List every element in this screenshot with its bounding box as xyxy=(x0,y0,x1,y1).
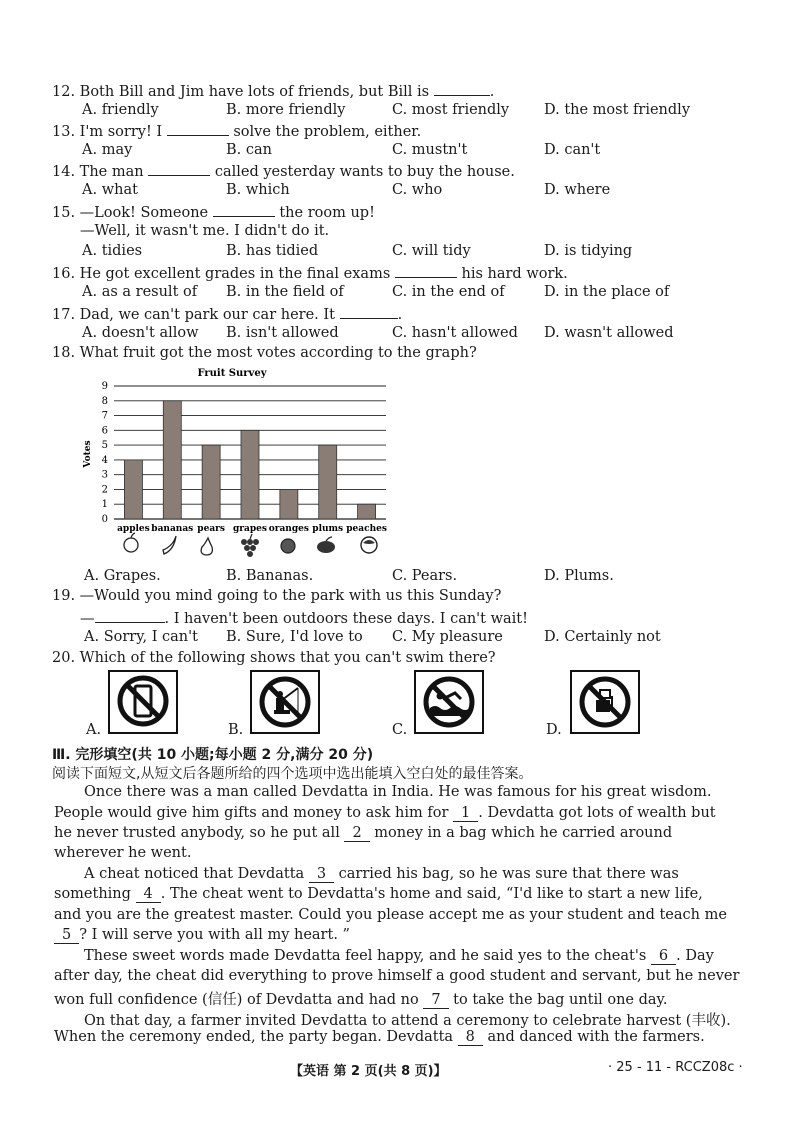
bar-oranges xyxy=(280,489,298,519)
option-c: C. in the end of xyxy=(392,284,505,300)
passage-line: won full confidence (信任) of Devdatta and had no 7 to take the bag until one day. xyxy=(54,992,668,1008)
x-tick-label: bananas xyxy=(151,524,194,534)
passage-line: wherever he went. xyxy=(54,845,192,861)
fruit-icons-row xyxy=(124,533,377,557)
option-a: A. friendly xyxy=(82,102,159,118)
passage-line: A cheat noticed that Devdatta 3 carried his bag, so he was sure that there was xyxy=(84,866,679,882)
y-tick-label: 6 xyxy=(101,425,108,437)
question-12: 12. Both Bill and Jim have lots of friends, but Bill is . xyxy=(52,84,495,100)
question-14: 14. The man called yesterday wants to buy the house. xyxy=(52,164,515,180)
option-d: D. the most friendly xyxy=(544,102,691,118)
option-b: B. more friendly xyxy=(226,102,346,118)
question-20: 20. Which of the following shows that you can't swim there? xyxy=(52,650,496,666)
section-heading: Ⅲ. 完形填空(共 10 小题;每小题 2 分,满分 20 分) xyxy=(52,747,374,763)
bar-pears xyxy=(202,445,220,519)
blank-1: 1 xyxy=(453,805,478,822)
blank-4: 4 xyxy=(136,886,161,903)
option-d: D. xyxy=(546,722,562,738)
sign-a xyxy=(108,670,178,734)
no-fishing-icon xyxy=(252,672,318,732)
x-tick-label: peaches xyxy=(346,524,387,534)
question-19-reply: — . I haven't been outdoors these days. I can't wait! xyxy=(80,611,528,627)
blank-2: 2 xyxy=(344,825,369,842)
chart-title: Fruit Survey xyxy=(197,368,267,379)
paper-code: · 25 - 11 - RCCZ08c · xyxy=(608,1060,743,1075)
option-c: C. mustn't xyxy=(392,142,468,158)
y-tick-label: 9 xyxy=(101,381,108,392)
x-tick-label: oranges xyxy=(268,524,309,534)
x-tick-label: pears xyxy=(197,524,225,534)
y-tick-label: 4 xyxy=(101,454,108,466)
y-tick-label: 1 xyxy=(101,499,108,511)
passage-line: Once there was a man called Devdatta in India. He was famous for his great wisdom. xyxy=(84,784,712,800)
option-a: A. Grapes. xyxy=(84,568,161,584)
bar-apples xyxy=(124,460,142,519)
fruit-survey-chart xyxy=(80,362,400,562)
question-15: 15. —Look! Someone the room up! xyxy=(52,205,375,221)
bar-peaches xyxy=(358,504,376,519)
y-tick-label: 5 xyxy=(101,440,108,452)
option-c: C. will tidy xyxy=(392,243,471,259)
no-swimming-icon xyxy=(416,672,482,732)
question-number: 13. xyxy=(52,124,76,140)
question-number: 17. xyxy=(52,307,76,323)
question-number: 19. xyxy=(52,588,76,604)
option-d: D. is tidying xyxy=(544,243,633,259)
option-a: A. as a result of xyxy=(82,284,198,300)
option-b: B. can xyxy=(226,142,272,158)
option-a: A. tidies xyxy=(82,243,143,259)
blank-7: 7 xyxy=(423,992,448,1009)
section-instruction: 阅读下面短文,从短文后各题所给的四个选项中选出能填入空白处的最佳答案。 xyxy=(52,766,533,782)
question-16: 16. He got excellent grades in the final exams his hard work. xyxy=(52,266,568,282)
passage-line: he never trusted anybody, so he put all 2 money in a bag which he carried around xyxy=(54,825,673,841)
answer-blank xyxy=(213,203,275,217)
question-number: 12. xyxy=(52,84,76,100)
sign-b xyxy=(250,670,320,734)
question-18: 18. What fruit got the most votes according to the graph? xyxy=(52,345,477,361)
option-b: B. isn't allowed xyxy=(226,325,339,341)
option-b: B. Bananas. xyxy=(226,568,314,584)
bar-plums xyxy=(319,445,337,519)
question-number: 15. xyxy=(52,205,76,221)
option-c: C. most friendly xyxy=(392,102,510,118)
answer-blank xyxy=(395,264,457,278)
option-a: A. Sorry, I can't xyxy=(84,629,198,645)
x-tick-label: grapes xyxy=(233,524,267,534)
passage-line: On that day, a farmer invited Devdatta to attend a ceremony to celebrate harvest (丰收). xyxy=(84,1013,731,1029)
bar-bananas xyxy=(163,401,181,519)
y-tick-label: 7 xyxy=(101,410,108,422)
passage-line: These sweet words made Devdatta feel happy, and he said yes to the cheat's 6 . Day xyxy=(84,948,714,964)
option-b: B. has tidied xyxy=(226,243,319,259)
option-a: A. doesn't allow xyxy=(82,325,199,341)
option-d: D. in the place of xyxy=(544,284,670,300)
option-a: A. may xyxy=(82,142,133,158)
sign-d xyxy=(570,670,640,734)
option-d: D. wasn't allowed xyxy=(544,325,674,341)
option-b: B. which xyxy=(226,182,290,198)
y-tick-label: 2 xyxy=(101,484,108,496)
y-axis-label: Votes xyxy=(83,440,93,468)
banana-icon xyxy=(163,536,176,554)
no-food-icon xyxy=(572,672,638,732)
passage-line: People would give him gifts and money to ask him for 1 . Devdatta got lots of wealth but xyxy=(54,805,716,821)
option-d: D. Certainly not xyxy=(544,629,661,645)
option-b: B. Sure, I'd love to xyxy=(226,629,363,645)
blank-3: 3 xyxy=(309,866,334,883)
y-tick-label: 0 xyxy=(101,514,108,525)
option-b: B. in the field of xyxy=(226,284,344,300)
pear-icon xyxy=(201,538,212,555)
option-d: D. can't xyxy=(544,142,601,158)
passage-line: When the ceremony ended, the party began. Devdatta 8 and danced with the farmers. xyxy=(54,1029,705,1045)
grapes-icon xyxy=(241,534,259,557)
blank-8: 8 xyxy=(458,1029,483,1046)
question-15-reply: —Well, it wasn't me. I didn't do it. xyxy=(80,223,330,239)
passage-line: after day, the cheat did everything to prove himself a good student and servant, but he never xyxy=(54,968,740,984)
option-b: B. xyxy=(228,722,244,738)
x-tick-label: plums xyxy=(312,524,344,534)
bar-grapes xyxy=(241,430,259,519)
question-13: 13. I'm sorry! I solve the problem, either. xyxy=(52,124,422,140)
option-a: A. what xyxy=(82,182,138,198)
passage-line: something 4 . The cheat went to Devdatta's home and said, “I'd like to start a new life, xyxy=(54,886,703,902)
plum-icon xyxy=(317,537,335,553)
question-number: 14. xyxy=(52,164,76,180)
question-19: 19. —Would you mind going to the park with us this Sunday? xyxy=(52,588,502,604)
option-c: C. My pleasure xyxy=(392,629,503,645)
option-c: C. xyxy=(392,722,408,738)
page-footer: 【英语 第 2 页(共 8 页)】 xyxy=(290,1064,447,1079)
answer-blank xyxy=(434,82,490,96)
apple-icon xyxy=(124,533,138,552)
option-c: C. hasn't allowed xyxy=(392,325,518,341)
answer-blank xyxy=(148,162,210,176)
option-c: C. who xyxy=(392,182,443,198)
question-number: 16. xyxy=(52,266,76,282)
x-tick-label: apples xyxy=(117,524,150,534)
option-d: D. where xyxy=(544,182,611,198)
blank-5: 5 xyxy=(54,927,79,944)
sign-c xyxy=(414,670,484,734)
question-17: 17. Dad, we can't park our car here. It . xyxy=(52,307,403,323)
option-a: A. xyxy=(86,722,102,738)
peach-icon xyxy=(361,537,377,553)
answer-blank xyxy=(340,305,398,319)
option-d: D. Plums. xyxy=(544,568,614,584)
question-number: 20. xyxy=(52,650,76,666)
no-phone-icon xyxy=(110,672,176,732)
y-tick-label: 8 xyxy=(101,395,108,407)
answer-blank xyxy=(167,122,229,136)
passage-line: 5 ? I will serve you with all my heart. ” xyxy=(54,927,350,944)
answer-blank xyxy=(95,609,165,623)
orange-icon xyxy=(281,539,295,553)
y-tick-label: 3 xyxy=(101,469,108,481)
blank-6: 6 xyxy=(651,948,676,965)
option-c: C. Pears. xyxy=(392,568,458,584)
question-number: 18. xyxy=(52,345,76,361)
passage-line: and you are the greatest master. Could you please accept me as your student and teach me xyxy=(54,907,727,923)
